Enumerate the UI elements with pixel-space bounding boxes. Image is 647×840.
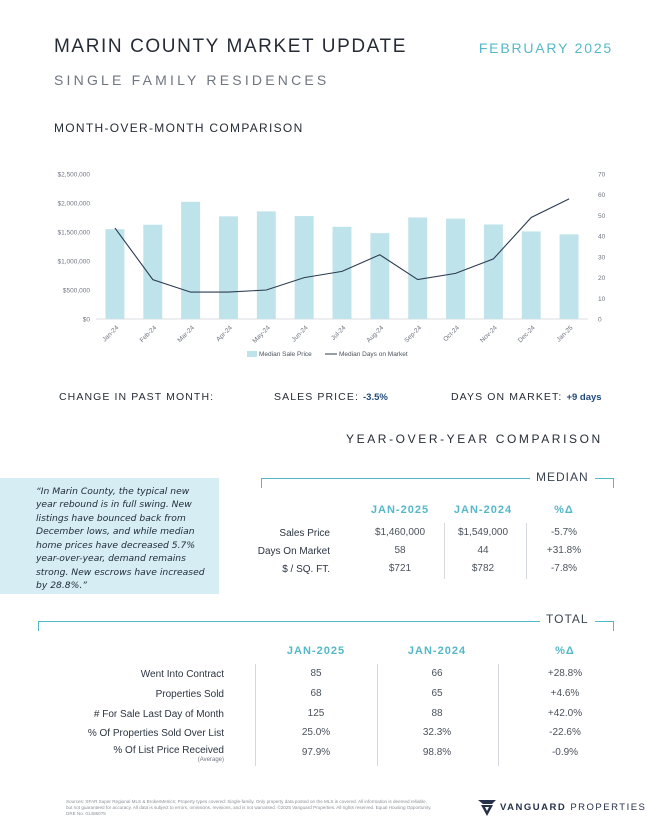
- page-subtitle: SINGLE FAMILY RESIDENCES: [54, 72, 330, 88]
- sales-price-change-value: -3.5%: [363, 392, 388, 403]
- disclaimer: Sources: SFAR Super Regional MLS & BrokerMetrics; Property types covered: Single-family. Only property data posted on the MLS is covered. All information is deemed reliable, but not guaranteed for accuracy. All data is subject to errors, omissions, revisions, and is not warranted. ©2025 Vanguard Properties. All rights reserved. Equal Housing Opportunity. DRE No. 01486075: [66, 799, 432, 817]
- legend-swatch-bar: [247, 351, 257, 357]
- total-cell: 32.3%: [422, 727, 452, 738]
- median-cell: $1,549,000: [457, 527, 509, 538]
- bar-median-sale-price: [295, 216, 314, 319]
- total-divider: [377, 664, 378, 766]
- report-date: FEBRUARY 2025: [478, 40, 613, 56]
- bar-median-sale-price: [257, 211, 276, 319]
- x-axis-tick-label: Oct-24: [442, 324, 461, 344]
- dom-change: [451, 391, 602, 403]
- total-cell: -0.9%: [551, 747, 579, 758]
- bar-median-sale-price: [560, 234, 579, 319]
- total-cell: 88: [431, 708, 443, 719]
- bar-median-sale-price: [446, 219, 465, 319]
- x-axis-tick-label: Dec-24: [516, 324, 537, 345]
- right-axis-tick-label: 60: [598, 192, 606, 200]
- bracket-left-tick: [261, 479, 262, 488]
- total-divider: [498, 664, 499, 766]
- x-axis-tick-label: Jul-24: [329, 324, 348, 342]
- bar-median-sale-price: [181, 202, 200, 319]
- left-axis-tick-label: $500,000: [62, 287, 90, 295]
- left-axis-tick-label: $0: [82, 316, 90, 324]
- median-row-label: Sales Price: [279, 528, 330, 539]
- change-label: CHANGE IN PAST MONTH:: [59, 391, 215, 403]
- bar-median-sale-price: [484, 224, 503, 319]
- x-axis-tick-label: Apr-24: [215, 324, 234, 344]
- right-axis-tick-label: 20: [598, 275, 606, 283]
- median-row-label: Days On Market: [257, 546, 330, 557]
- vanguard-logo-icon: [478, 800, 496, 816]
- total-cell: +4.6%: [550, 688, 580, 699]
- total-cell: 68: [310, 688, 322, 699]
- bar-median-sale-price: [219, 216, 238, 319]
- bar-median-sale-price: [370, 233, 389, 319]
- mom-section-title: MONTH-OVER-MONTH COMPARISON: [54, 121, 304, 135]
- x-axis-tick-label: Jun-24: [290, 324, 310, 344]
- total-row-label: # For Sale Last Day of Month: [93, 709, 224, 720]
- right-axis-tick-label: 30: [598, 254, 606, 262]
- x-axis-tick-label: Mar-24: [176, 324, 197, 344]
- legend-label: Median Days on Market: [339, 351, 408, 358]
- median-row-label: $ / SQ. FT.: [282, 564, 330, 575]
- median-cell: 58: [394, 545, 406, 556]
- page-title: MARIN COUNTY MARKET UPDATE: [54, 36, 408, 57]
- right-axis-tick-label: 70: [598, 171, 606, 179]
- x-axis-tick-label: Jan-25: [555, 324, 575, 344]
- bar-median-sale-price: [105, 229, 124, 319]
- total-divider: [255, 664, 256, 766]
- median-cell: -7.8%: [550, 563, 578, 574]
- total-cell: 98.8%: [422, 747, 452, 758]
- sales-price-change: [274, 391, 388, 403]
- x-axis-tick-label: May-24: [251, 324, 272, 345]
- left-axis-tick-label: $2,000,000: [57, 200, 90, 208]
- median-cell: $721: [388, 563, 412, 574]
- median-cell: -5.7%: [550, 527, 578, 538]
- median-col-pct-change: %Δ: [554, 504, 574, 516]
- right-axis-tick-label: 40: [598, 233, 606, 241]
- total-row-label: Properties Sold: [155, 689, 224, 700]
- x-axis-tick-label: Sep-24: [403, 324, 424, 345]
- sales-price-change-label: SALES PRICE:: [274, 391, 359, 403]
- average-note: (Average): [197, 757, 224, 763]
- brand-name-light: PROPERTIES: [570, 802, 647, 813]
- total-col-jan-2024: JAN-2024: [407, 645, 467, 657]
- total-cell: 125: [307, 708, 325, 719]
- total-col-pct-change: %Δ: [555, 645, 575, 657]
- total-cell: 85: [310, 668, 322, 679]
- bar-median-sale-price: [143, 225, 162, 319]
- median-cell: 44: [477, 545, 489, 556]
- total-cell: 97.9%: [301, 747, 331, 758]
- median-label: MEDIAN: [530, 470, 595, 484]
- total-row-label: % Of List Price Received: [113, 745, 224, 756]
- yoy-section-title: YEAR-OVER-YEAR COMPARISON: [346, 432, 603, 446]
- right-axis-tick-label: 0: [598, 316, 602, 324]
- bracket-right-tick: [613, 622, 614, 631]
- dom-change-label: DAYS ON MARKET:: [451, 391, 563, 403]
- bracket-right-tick: [613, 479, 614, 488]
- total-row-label: % Of Properties Sold Over List: [87, 728, 224, 739]
- x-axis-tick-label: Jan-24: [101, 324, 121, 344]
- left-axis-tick-label: $1,000,000: [57, 258, 90, 266]
- bracket-left-tick: [38, 622, 39, 631]
- right-axis-tick-label: 10: [598, 295, 606, 303]
- total-label: TOTAL: [540, 612, 595, 626]
- total-cell: 66: [431, 668, 443, 679]
- median-cell: $1,460,000: [374, 527, 426, 538]
- bar-median-sale-price: [408, 218, 427, 320]
- total-row-label: Went Into Contract: [140, 669, 224, 680]
- quote-box: “In Marin County, the typical new year rebound is in full swing. New listings have bounced back from December lows, and while median home prices have decreased 5.7% year-over-year, demand remains strong. New escrows have increased by 28.8%.”: [0, 478, 219, 594]
- median-cell: +31.8%: [546, 545, 582, 556]
- x-axis-tick-label: Nov-24: [479, 324, 499, 345]
- left-axis-tick-label: $1,500,000: [57, 229, 90, 237]
- median-col-jan-2024: JAN-2024: [453, 504, 513, 516]
- total-cell: -22.6%: [549, 727, 581, 738]
- total-cell: 25.0%: [301, 727, 331, 738]
- x-axis-tick-label: Feb-24: [138, 324, 159, 344]
- bar-median-sale-price: [522, 231, 541, 319]
- right-axis-tick-label: 50: [598, 212, 606, 220]
- mom-chart: [40, 160, 620, 365]
- median-divider: [526, 523, 527, 579]
- total-bracket: [38, 621, 614, 631]
- brand-name-bold: VANGUARD: [500, 802, 567, 813]
- left-axis-tick-label: $2,500,000: [57, 171, 90, 179]
- median-col-jan-2025: JAN-2025: [370, 504, 430, 516]
- x-axis-tick-label: Aug-24: [365, 324, 386, 345]
- median-cell: $782: [471, 563, 495, 574]
- total-col-jan-2025: JAN-2025: [286, 645, 346, 657]
- total-cell: 65: [431, 688, 443, 699]
- brand-name: [500, 802, 646, 813]
- total-cell: +42.0%: [547, 708, 583, 719]
- total-cell: +28.8%: [547, 668, 583, 679]
- legend-label: Median Sale Price: [259, 351, 312, 358]
- dom-change-value: +9 days: [566, 392, 602, 403]
